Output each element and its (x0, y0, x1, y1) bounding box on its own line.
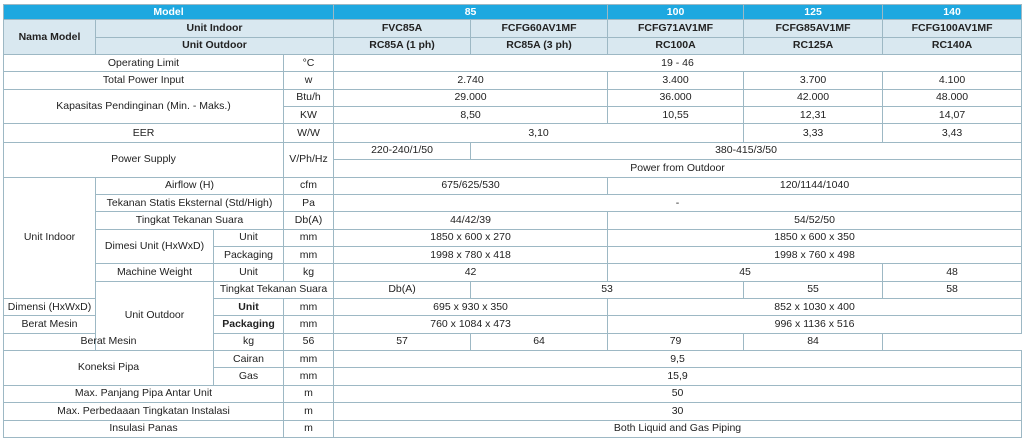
tekanan-suara-label: Tingkat Tekanan Suara (96, 212, 284, 229)
unit-cell: Db(A) (334, 281, 471, 298)
dimesi-sub-packaging: Packaging (214, 246, 284, 263)
model-85: 85 (334, 5, 608, 20)
operating-limit-label: Operating Limit (4, 54, 284, 71)
unit-cell: kg (214, 333, 284, 350)
operating-limit-value: 19 - 46 (334, 54, 1022, 71)
unit-cell: Pa (284, 194, 334, 211)
value-cell: 30 (334, 403, 1022, 420)
koneksi-cairan-row (4, 351, 1022, 368)
unit-cell: °C (284, 54, 334, 71)
berat-outdoor-label: Berat Mesin (4, 316, 96, 333)
value-cell: 45 (608, 264, 883, 281)
total-power-row (4, 72, 1022, 89)
max-panjang-row (4, 385, 1022, 402)
spec-table (3, 4, 1022, 438)
indoor-name: FCFG100AV1MF (883, 20, 1022, 37)
value-cell: 9,5 (334, 351, 1022, 368)
value-cell: 79 (608, 333, 744, 350)
unit-cell: KW (284, 106, 334, 123)
value-cell: 996 x 1136 x 516 (608, 316, 1022, 333)
tekanan-suara-indoor-row (4, 212, 1022, 229)
insulasi-row (4, 420, 1022, 437)
kapasitas-label: Kapasitas Pendinginan (Min. - Maks.) (4, 89, 284, 124)
outdoor-name: RC100A (608, 37, 744, 54)
koneksi-pipa-label: Koneksi Pipa (4, 351, 214, 386)
model-100: 100 (608, 5, 744, 20)
value-cell: 1998 x 760 x 498 (608, 246, 1022, 263)
unit-cell: m (284, 385, 334, 402)
value-cell: 380-415/3/50 (471, 142, 1022, 159)
operating-limit-row (4, 54, 1022, 71)
machine-weight-label: Machine Weight (96, 264, 214, 281)
value-cell: 695 x 930 x 350 (334, 299, 608, 316)
value-cell: 1850 x 600 x 270 (334, 229, 608, 246)
value-cell: 42 (334, 264, 608, 281)
unit-cell: cfm (284, 177, 334, 194)
berat-outdoor-sub: Packaging (214, 316, 284, 333)
power-supply-label: Power Supply (4, 142, 284, 177)
dimesi-unit-row (4, 229, 1022, 246)
tekanan-suara-outdoor-label: Tingkat Tekanan Suara (214, 281, 334, 298)
airflow-row (4, 177, 1022, 194)
indoor-name: FVC85A (334, 20, 471, 37)
unit-cell: mm (284, 299, 334, 316)
unit-cell: w (284, 72, 334, 89)
unit-indoor-label: Unit Indoor (4, 177, 96, 299)
dimesi-label: Dimesi Unit (HxWxD) (96, 229, 214, 264)
value-cell: 4.100 (883, 72, 1022, 89)
unit-cell: mm (284, 368, 334, 385)
unit-outdoor-header: Unit Outdoor (96, 37, 334, 54)
unit-cell: mm (284, 229, 334, 246)
max-perbedaan-row (4, 403, 1022, 420)
indoor-name: FCFG85AV1MF (744, 20, 883, 37)
indoor-name: FCFG71AV1MF (608, 20, 744, 37)
value-cell: - (334, 194, 1022, 211)
berat-mesin-label: Berat Mesin (4, 333, 214, 350)
dimensi-outdoor-sub: Unit (214, 299, 284, 316)
unit-cell: mm (284, 351, 334, 368)
unit-indoor-header: Unit Indoor (96, 20, 334, 37)
value-cell: 44/42/39 (334, 212, 608, 229)
model-label: Model (4, 5, 334, 20)
cairan-label: Cairan (214, 351, 284, 368)
max-perbedaan-label: Max. Perbedaaan Tingkatan Instalasi (4, 403, 284, 420)
value-cell: 55 (744, 281, 883, 298)
value-cell: Power from Outdoor (334, 160, 1022, 177)
unit-cell: Db(A) (284, 212, 334, 229)
gas-label: Gas (214, 368, 284, 385)
value-cell: 852 x 1030 x 400 (608, 299, 1022, 316)
dimensi-outdoor-label: Dimensi (HxWxD) (4, 299, 96, 316)
value-cell: 29.000 (334, 89, 608, 106)
value-cell: 84 (744, 333, 883, 350)
value-cell: 50 (334, 385, 1022, 402)
unit-cell: mm (284, 246, 334, 263)
value-cell: 48.000 (883, 89, 1022, 106)
airflow-label: Airflow (H) (96, 177, 284, 194)
dimesi-sub-unit: Unit (214, 229, 284, 246)
value-cell: 3.400 (608, 72, 744, 89)
value-cell: 3,10 (334, 124, 744, 142)
total-power-label: Total Power Input (4, 72, 284, 89)
outdoor-name: RC140A (883, 37, 1022, 54)
unit-cell: kg (284, 264, 334, 281)
value-cell: 15,9 (334, 368, 1022, 385)
value-cell: 3,43 (883, 124, 1022, 142)
outdoor-name: RC85A (1 ph) (334, 37, 471, 54)
kapasitas-btu-row (4, 89, 1022, 106)
eer-row (4, 124, 1022, 142)
unit-cell: m (284, 403, 334, 420)
value-cell: 120/1144/1040 (608, 177, 1022, 194)
eer-label: EER (4, 124, 284, 142)
value-cell: 12,31 (744, 106, 883, 123)
value-cell: 58 (883, 281, 1022, 298)
value-cell: 1998 x 780 x 418 (334, 246, 608, 263)
model-125: 125 (744, 5, 883, 20)
value-cell: 56 (284, 333, 334, 350)
value-cell: 36.000 (608, 89, 744, 106)
machine-weight-sub: Unit (214, 264, 284, 281)
value-cell: 54/52/50 (608, 212, 1022, 229)
value-cell: 2.740 (334, 72, 608, 89)
unit-cell: m (284, 420, 334, 437)
header-indoor-row (4, 20, 1022, 37)
outdoor-name: RC85A (3 ph) (471, 37, 608, 54)
unit-cell: W/W (284, 124, 334, 142)
value-cell: 53 (471, 281, 744, 298)
tekanan-suara-outdoor-row (4, 281, 1022, 298)
value-cell: 48 (883, 264, 1022, 281)
unit-cell: mm (284, 316, 334, 333)
value-cell: 42.000 (744, 89, 883, 106)
value-cell: 220-240/1/50 (334, 142, 471, 159)
value-cell: 10,55 (608, 106, 744, 123)
value-cell: 14,07 (883, 106, 1022, 123)
unit-outdoor-label: Unit Outdoor (96, 281, 214, 350)
value-cell: 64 (471, 333, 608, 350)
tekanan-statis-row (4, 194, 1022, 211)
machine-weight-row (4, 264, 1022, 281)
value-cell: 1850 x 600 x 350 (608, 229, 1022, 246)
outdoor-name: RC125A (744, 37, 883, 54)
header-model-row (4, 5, 1022, 20)
power-supply-row-1 (4, 142, 1022, 159)
tekanan-statis-label: Tekanan Statis Eksternal (Std/High) (96, 194, 284, 211)
unit-cell: V/Ph/Hz (284, 142, 334, 177)
header-outdoor-row (4, 37, 1022, 54)
value-cell: 8,50 (334, 106, 608, 123)
value-cell: 57 (334, 333, 471, 350)
berat-mesin-row (4, 333, 1022, 350)
value-cell: 3,33 (744, 124, 883, 142)
unit-cell: Btu/h (284, 89, 334, 106)
value-cell: Both Liquid and Gas Piping (334, 420, 1022, 437)
insulasi-label: Insulasi Panas (4, 420, 284, 437)
nama-model-label: Nama Model (4, 20, 96, 55)
value-cell: 760 x 1084 x 473 (334, 316, 608, 333)
value-cell: 3.700 (744, 72, 883, 89)
max-panjang-label: Max. Panjang Pipa Antar Unit (4, 385, 284, 402)
value-cell: 675/625/530 (334, 177, 608, 194)
indoor-name: FCFG60AV1MF (471, 20, 608, 37)
model-140: 140 (883, 5, 1022, 20)
